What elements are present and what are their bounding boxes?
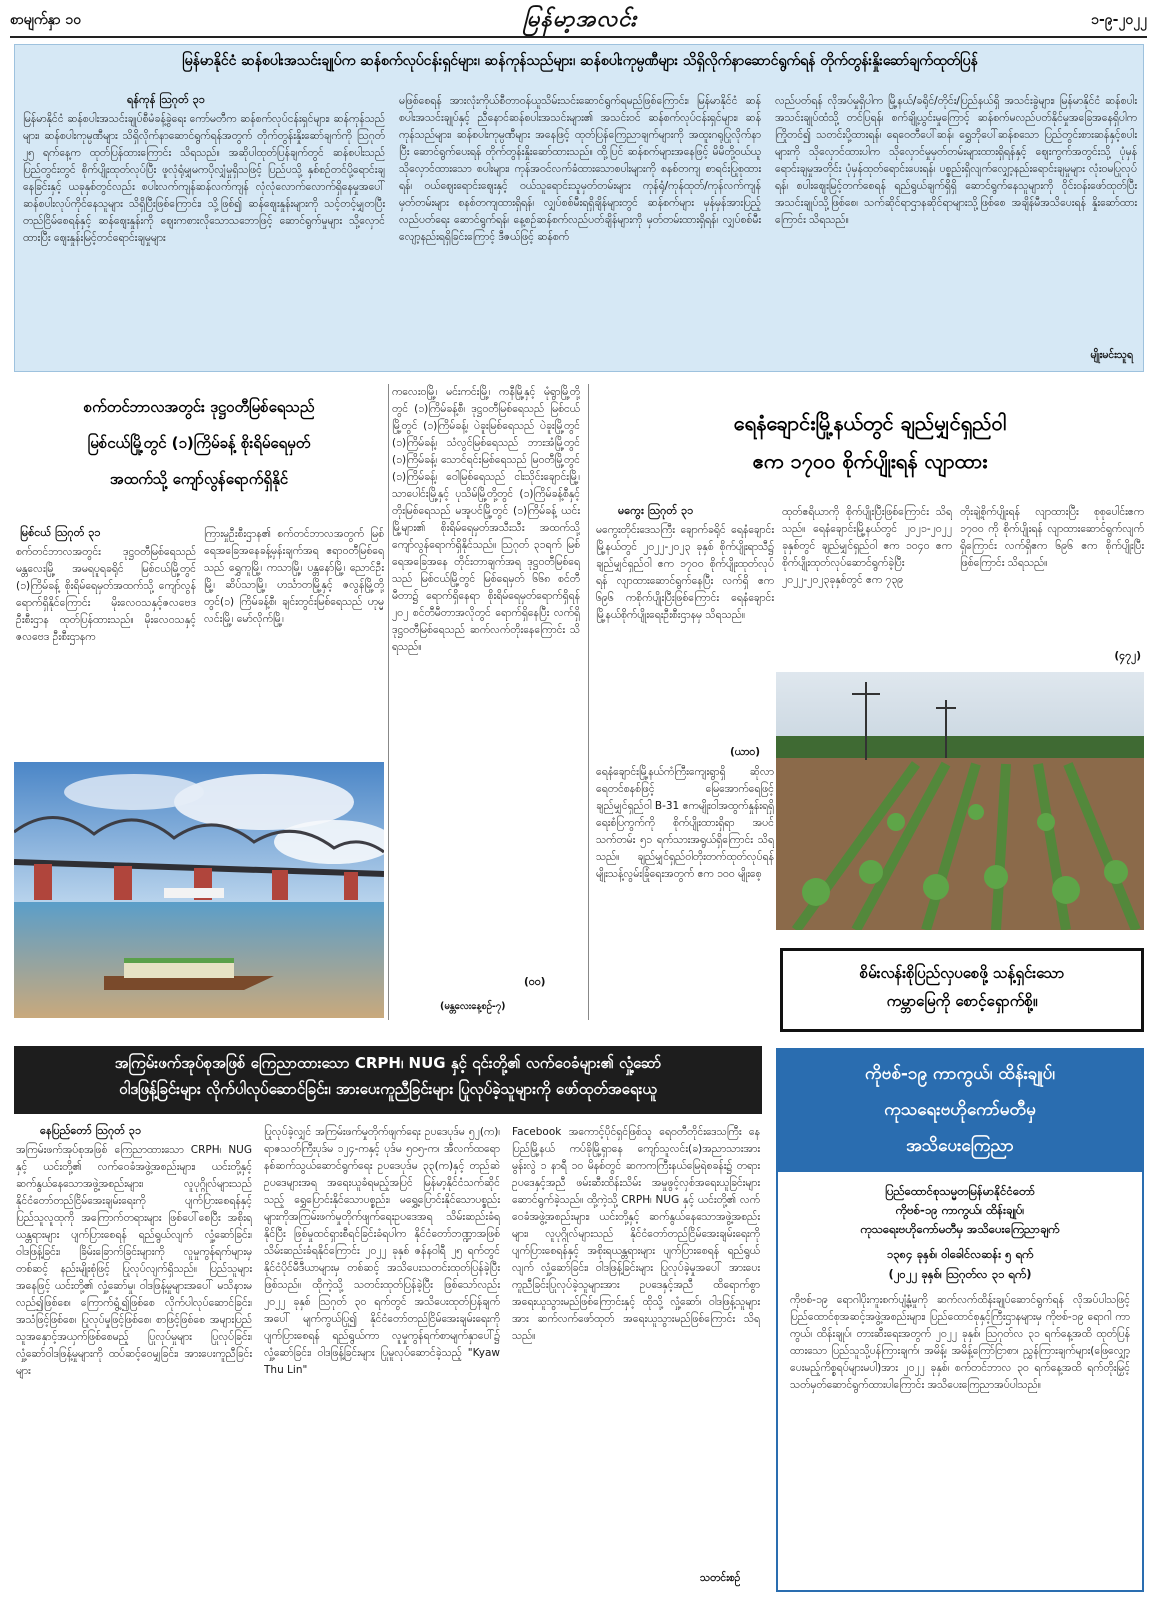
newspaper-logo: မြန်မာ့အလင်း <box>523 6 637 32</box>
environment-slogan-box <box>780 948 1144 1032</box>
page-label: စာမျက်နှာ ၁၀ <box>10 12 82 28</box>
covid-notice-box <box>776 1048 1144 1592</box>
covid-notice-sub <box>778 1172 1142 1284</box>
bottom-story-headline-1: အကြမ်းဖက်အုပ်စုအဖြစ် ကြေညာထားသော CRPH၊ NUG နှင့် ၎င်းတို့၏ လက်ဝေခံများ၏ လှုံ့ဆော် <box>114 1054 662 1072</box>
left-story-col1: စက်တင်ဘာလအတွင်း ဒုဋ္ဌဝတီမြစ်ရေသည် မန္တလေးမြို့ အမရပူရခရိုင် မြစ်ငယ်မြို့တွင် (၁)ကြိမ်ခန့် စိုးရိမ်ရေမှတ်အထက်သို့ ကျော်လွန်ရောက်ရှိနိုင်ကြောင်း မိုးလေဝသနှင့်ဇလဗေဒဦးစီးဌာန ထုတ်ပြန်ထားသည်။ မိုးလေဝသနှင့်ဇလဗေဒ ဦးစီးဌာနက <box>16 546 196 643</box>
bottom-story-dateline: နေပြည်တော် ဩဂုတ် ၃၁ <box>40 1124 142 1137</box>
right-story-col1: မကွေးတိုင်းဒေသကြီး ချောက်ခရိုင် ရေနံချောင်းမြို့နယ်တွင် ၂၀၂၂-၂၀၂၃ ခုနှစ် စိုက်ပျိုးရာသီ၌ ချည်မျှင်ရှည်ဝါ ဧက ၁၇၀၀ စိုက်ပျိုးထုတ်လုပ်ရန် လျာထားဆောင်ရွက်နေပြီး လက်ရှိ ဧက ၆၉၆ ကစိုက်ပျိုးပြီးဖြစ်ကြောင်း ရေနံချောင်းမြို့နယ်စိုက်ပျိုးရေးဦးစီးဌာနမှ သိရသည်။ <box>596 524 774 621</box>
bottom-story-col2: ပြုလုပ်ခဲ့လျှင် အကြမ်းဖက်မှုတိုက်ဖျက်ရေး ဥပဒေပုဒ်မ ၅၂(က)၊ ရာဇသတ်ကြီးပုဒ်မ ၁၂၄-ကနှင့် ပုဒ်မ ၅၀၅-က၊ အီလက်ထရောနစ်ဆက်သွယ်ဆောင်ရွက်ရေး ဥပဒေပုဒ်မ ၃၃(က)နှင့် တည်ဆဲဥပဒေများအရ အရေးယူခံရမည့်အပြင် မြန်မာ့နိုင်ငံသက်ဆိုင်သည့် ရွှေပြောင်းနိုင်သောပစ္စည်း၊ မရွှေ့ပြောင်းနိုင်သောပစ္စည်းများကိုအကြမ်းဖက်မှုတိုက်ဖျက်ရေးဥပဒေအရ သိမ်းဆည်းခံရနိုင်ပြီး ဖြစ်မှုထင်ရှားစီရင်ခြင်းခံရပါက နိုင်ငံတော်ဘဏ္ဍာအဖြစ် သိမ်းဆည်းခံရနိုင်ကြောင်း ၂၀၂၂ ခုနှစ် ဇန်နဝါရီ ၂၅ ရက်တွင် နိုင်ငံပိုင်မီဒီယာများမှ တစ်ဆင့် အသိပေးသတင်းထုတ်ပြန်ခဲ့ပြီးဖြစ်သည်။ ထိုကဲ့သို့ သတင်းထုတ်ပြန်ခဲ့ပြီး ဖြစ်သော်လည်း ၂၀၂၂ ခုနှစ် ဩဂုတ် ၃၀ ရက်တွင် အသိပေးထုတ်ပြန်ချက်အပေါ် မျက်ကွယ်ပြု၍ နိုင်ငံတော်တည်ငြိမ်အေးချမ်းရေးကို ပျက်ပြားစေရန် ရည်ရွယ်ကာ လူမှုကွန်ရက်စာမျက်နှာပေါ်၌ လှုံ့ဆော်ခြင်း၊ ဝါဒဖြန့်ခြင်းများ ပြုမူလုပ်ဆောင်ခဲ့သည့် "Kyaw Thu Lin" <box>264 1126 500 1376</box>
top-story-col2: မဖြစ်စေရန် အားလုံးကိုယ်စီတာဝန်ယူသိမ်းသင်းဆောင်ရွက်ရမည်ဖြစ်ကြောင်း၊ မြန်မာနိုင်ငံ ဆန်စပါးအသင်းချုပ်နှင့် ညီနောင်ဆန်စပါးအသင်းများ၏ အသင်းဝင် ဆန်စက်လုပ်ငန်းရှင်များ၊ ဆန်ကုန်သည်များ၊ ဆန်စပါးကုမ္ပဏီများ အနေဖြင့် ထုတ်ပြန်ကြေညာချက်များကို အထူးဂရုပြုလိုက်နာပြီး ဆောင်ရွက်ပေးရန် တိုက်တွန်းနှိုးဆော်ထားသည်။ ထို့ပြင် ဆန်စက်များအနေဖြင့် မိမိတို့ဝယ်ယူသိုလှောင်ထားသော စပါးများ၊ ကုန်အဝင်လက်ခံထားသောစပါးများကို စနစ်တကျ စာရင်းပြုစုထားရန်၊ ဝယ်ဈေးရောင်းဈေးနှင့် ဝယ်သူရောင်းသူမှတ်တမ်းများ ကုန်ရုံ/ကုန်ထုတ်/ကုန်လက်ကျန်မှတ်တမ်းများ စနစ်တကျထားရှိရန်၊ လျှပ်စစ်မီးရရှိချိန်များတွင် ဆန်စက်များ မှန်မှန်အားပြည့်လည်ပတ်ရေး ဆောင်ရွက်ရန်၊ နေ့စဉ်ဆန်စက်လည်ပတ်ချိန်များကို မှတ်တမ်းထားရှိရန်၊ လျှပ်စစ်မီးလျော့နည်းရရှိခြင်းကြောင့် ဒီဇယ်ဖြင့် ဆန်စက် <box>399 95 761 243</box>
bottom-story-banner <box>14 1046 762 1114</box>
right-story-col1b: ရေနံချောင်းမြို့နယ်ကံကြီးကျေးရွာရှိ ဆိုလာရေတင်စနစ်ဖြင့် မြေအောက်ရေဖြင့် ချည်မျှင်ရှည်ဝါ B-31 ဧကမျိုးဝါအထွက်နှုန်းရရှိရေးစံပြကွက်ကို စိုက်ပျိုးထားရှိရာ အပင်သက်တမ်း ၅၁ ရက်သားအရွယ်ရှိကြောင်း သိရသည်။ ချည်မျှင်ရှည်ဝါတိုးတက်ထုတ်လုပ်ရန် မျိုးသန့်လွမ်းခြုံရေးအတွက် ဧက ၁၀၀ မျိုးစေ့ <box>596 766 774 880</box>
covid-sub-4: ၁၃၈၄ ခုနှစ်၊ ဝါခေါင်လဆန်း ၅ ရက် <box>886 1247 1034 1261</box>
top-story-headline: မြန်မာနိုင်ငံ ဆန်စပါးအသင်းချုပ်က ဆန်စက်လုပ်ငန်းရှင်များ၊ ဆန်ကုန်သည်များ၊ ဆန်စပါးကုမ္ပဏီများ သိရှိလိုက်နာဆောင်ရွက်ရန် တိုက်တွန်းနှိုးဆော်ချက်ထုတ်ပြန် <box>182 53 978 69</box>
covid-sub-2: ကိုဗစ်-၁၉ ကာကွယ်၊ ထိန်းချုပ်၊ <box>895 1203 1025 1217</box>
covid-notice-header <box>778 1050 1142 1172</box>
covid-title-3: အသိပေးကြေညာ <box>906 1136 1014 1156</box>
bottom-story-col3: Facebook အကောင့်ပိုင်ရှင်ဖြစ်သူ ရေဝတီတိုင်းဒေသကြီး နေပြည်မြို့နယ် ကပ်ခိုမြို့ရှာနေ ကျော်သူလင်း(ခ)အညာသားအား မွန်းလွဲ ၁ နာရီ ၁၀ မိနစ်တွင် ဆကကကြီးနယ်မြေရဲစခန်း၌ တရားဥပဒေနှင့်အညီ ဖမ်းဆီးထိန်းသိမ်း အမှုဖွင့်လှစ်အရေးယူခြင်းများ ဆောင်ရွက်ခဲ့သည်။ ထို့ကဲ့သို့ CRPH၊ NUG နှင့် ယင်းတို့၏ လက်ဝေခံအဖွဲ့အစည်းများ၊ ယင်းတို့နှင့် ဆက်နွယ်နေသောအဖွဲ့အစည်းများ၊ လူပုဂ္ဂိုလ်များသည် နိုင်ငံတော်တည်ငြိမ်အေးချမ်းရေးကို ပျက်ပြားစေရန်နှင့် အစိုးရယန္တရားများ ပျက်ပြားစေရန် ရည်ရွယ်လျက် လှုံ့ဆော်ခြင်း၊ ဝါဒဖြန့်ခြင်းများ ပြုလုပ်ခဲ့မှုအပေါ် အားပေးကူညီခြင်းပြုလုပ်ခဲ့သူများအား ဥပဒေနှင့်အညီ ထိရောက်စွာ အရေးယူသွားမည်ဖြစ်ကြောင်းနှင့် ထိုသို့ လှုံ့ဆော်၊ ဝါဒဖြန့်သူများအား ဆက်လက်ဖော်ထုတ် အရေးယူသွားမည်ဖြစ်ကြောင်း သိရသည်။ <box>512 1126 760 1342</box>
slogan-line-2: ကမ္ဘာမြေကို စောင့်ရှောက်စို့။ <box>886 992 1038 1010</box>
covid-title-2: ကုသရေးဗဟိုကော်မတီမှ <box>884 1100 1036 1120</box>
right-story-headline-1: ရေနံချောင်းမြို့နယ်တွင် ချည်မျှင်ရှည်ဝါ <box>733 411 1007 435</box>
column-divider-2 <box>588 384 589 1020</box>
right-story-credit-mid: (ယာဝ) <box>730 746 761 758</box>
top-story-col3: လည်ပတ်ရန် လိုအပ်မှုရှိပါက မြို့နယ်/ခရိုင်/တိုင်း/ပြည်နယ်ရှိ အသင်းခွဲများ၊ မြန်မာနိုင်ငံ ဆန်စပါးအသင်းချုပ်ထံသို့ တင်ပြရန်၊ စက်ချို့ယွင်းမှုကြောင့် ဆန်စက်မလည်ပတ်နိုင်မှုအခြေအနေရှိပါက ကြိုတင်၍ သတင်းပို့ထားရန်၊ ရေဝေတီပေါ်ဆန်၊ ရွှေဘိုပေါ်ဆန်စသော ပြည်တွင်းစားဆန်နှင့်စပါးများကို သိုလှောင်ထားပါက သိုလှောင်မှုမှတ်တမ်းများထားရှိရန်နှင့် ဈေးကွက်အတွင်းသို့ ပုံမှန်ရောင်းချမှုအတိုင်း ပုံမှန်ထုတ်ရောင်းပေးရန်၊ ပစ္စည်းရှိလျက်လျှော့နည်းရောင်းချမှုများ လုံးဝမပြုလုပ်ရန်၊ စပါးဈေးမြင့်တက်စေရန် ရည်ရွယ်ချက်ရှိရှိ ဆောင်ရွက်နေသူများကို ဝိုင်းဝန်းဖော်ထုတ်ပြီး အသင်းချုပ်သို့ဖြစ်စေ၊ သက်ဆိုင်ရာဌာနဆိုင်ရာများသို့ဖြစ်စေ အချိန်မီအသိပေးရန် နှိုးဆော်ထားကြောင်း သိရသည်။ <box>775 95 1137 226</box>
top-story-box <box>14 44 1144 372</box>
left-story-headline-1: စက်တင်ဘာလအတွင်း ဒုဋ္ဌဝတီမြစ်ရေသည် <box>83 398 315 416</box>
left-story-headline-3: အထက်သို့ ကျော်လွန်ရောက်ရှိနိုင် <box>109 470 289 488</box>
left-story-credit: (ဝဝ) <box>524 976 546 988</box>
bridge-illustration <box>14 762 384 1018</box>
page-date: ၁-၉-၂၀၂၂ <box>1091 12 1147 28</box>
covid-notice-body: ကိုဗစ်-၁၉ ရောဂါပိုးကူးစက်ပျံ့နှံ့မှုကို ဆက်လက်ထိန်းချုပ်ဆောင်ရွက်ရန် လိုအပ်ပါသဖြင့် ပြည်ထောင်စုအဆင့်အဖွဲ့အစည်းများ၊ ပြည်ထောင်စုနှင့်ကြီးဌာနများမှ ကိုဗစ်-၁၉ ရောဂါ ကာကွယ်၊ ထိန်းချုပ်၊ တားဆီးရေးအတွက် ၂၀၂၂ ခုနှစ်၊ ဩဂုတ်လ ၃၁ ရက်နေ့အထိ ထုတ်ပြန်ထားသော ပြည်သူသို့ပန်ကြားချက်၊ အမိန့်၊ အမိန့်ကြော်ငြာစာ၊ ညွှန်ကြားချက်များ(ဖြေလျှော့ပေးမည့်ကိစ္စရပ်များမပါ)အား ၂၀၂၂ ခုနှစ်၊ စက်တင်ဘာလ ၃၀ ရက်နေ့အထိ ရက်တိုးမြှင့်သတ်မှတ်ဆောင်ရွက်ထားပါကြောင်း အသိပေးကြေညာအပ်ပါသည်။ <box>790 1294 1130 1391</box>
right-story-dateline: မကွေး ဩဂုတ် ၃၁ <box>618 504 694 517</box>
covid-sub-5: (၂၀၂၂ ခုနှစ်၊ ဩဂုတ်လ ၃၁ ရက်) <box>888 1267 1032 1281</box>
top-story-col1: မြန်မာနိုင်ငံ ဆန်စပါးအသင်းချုပ်စီမံခန့်ခွဲရေး ကော်မတီက ဆန်စက်လုပ်ငန်းရှင်များ၊ ဆန်ကုန်သည်များ၊ ဆန်စပါးကုမ္ပဏီများ သိရှိလိုက်နာဆောင်ရွက်ရန်အတွက် တိုက်တွန်းနှိုးဆော်ချက်ကို ဩဂုတ် ၂၅ ရက်နေ့က ထုတ်ပြန်ထားကြောင်း သိရသည်။ အဆိုပါထုတ်ပြန်ချက်တွင် ဆန်စပါးသည် ပြည်တွင်းတွင် စိုက်ပျိုးထုတ်လုပ်ပြီး ဖူလုံရုံမျှမကပိုလျှံမှုရှိသဖြင့် ပြည်ပသို့ နှစ်စဉ်တင်ပို့ရောင်းချနေခြင်းနှင့် ယခုနှစ်တွင်လည်း စပါးလက်ကျန်ဆန်လက်ကျန် လုံလုံလောက်လောက်ရှိနေမှုအပေါ် ဆန်စပါးလုပ်ကိုင်နေသူများ သိရှိပြီးဖြစ်ကြောင်း၊ သို့ဖြစ်၍ ဆန်ဈေးနှုန်းများကို သင့်တင့်မျှတပြီး တည်ငြိမ်စေရန်နှင့် ဆန်ဈေးနှုန်းကို ဈေးကစားလိုသောသဘောဖြင့် ဆောင်ရွက်မှုများ သို့လှောင်ထားပြီး ဈေးနှုန်းမြင့်တင်ရောင်းချမှုများ <box>23 113 385 244</box>
masthead <box>10 4 1147 34</box>
slogan-line-1: စိမ်းလန်းစိုပြည်လှပစေဖို့ သန့်ရှင်းသော <box>859 964 1065 982</box>
top-story-dateline: ရန်ကုန် ဩဂုတ် ၃၁ <box>127 93 205 106</box>
column-divider-1 <box>388 384 389 1020</box>
cotton-field-photo <box>776 672 1144 930</box>
left-story-headline-2: မြစ်ငယ်မြို့တွင် (၁)ကြိမ်ခန့် စိုးရိမ်ရေမှတ် <box>87 434 311 452</box>
masthead-rule <box>10 36 1147 38</box>
bottom-story-credit: သတင်းစဉ် <box>700 1572 741 1584</box>
right-story-col2: ထုတ်ဧရိယာကို စိုက်ပျိုးပြီးဖြစ်ကြောင်း သိရသည်။ ရေနံချောင်းမြို့နယ်တွင် ၂၀၂၁-၂၀၂၂ ခုနှစ်တွင် ချည်မျှင်ရှည်ဝါ ဧက ၁၀၄၀ ဧက စိုက်ပျိုးထုတ်လုပ်ဆောင်ရွက်ခဲ့ပြီး ၂၀၂၂-၂၀၂၃ခုနှစ်တွင် ဧက ၇၃၉ <box>782 506 952 586</box>
left-story-credit-2: (မန္တလေးနေ့စဉ်-၇) <box>440 1001 506 1012</box>
right-story-headline-2: ဧက ၁၇၀၀ စိုက်ပျိုးရန် လျာထား <box>752 449 988 473</box>
cotton-field-illustration <box>776 672 1144 930</box>
top-story-credit: မျိုးမင်းသူရ <box>1090 349 1133 361</box>
covid-title-1: ကိုဗစ်-၁၉ ကာကွယ်၊ ထိန်းချုပ်၊ <box>864 1064 1055 1084</box>
bottom-story-col1: အကြမ်းဖက်အုပ်စုအဖြစ် ကြေညာထားသော CRPH၊ NUG နှင့် ယင်းတို့၏ လက်ဝေခံအဖွဲ့အစည်းများ၊ ယင်းတို့နှင့် ဆက်နွယ်နေသောအဖွဲ့အစည်းများ၊ လူပုဂ္ဂိုလ်များသည် နိုင်ငံတော်တည်ငြိမ်အေးချမ်းရေးကို ပျက်ပြားစေရန်နှင့် ပြည်သူလူထုကို အကြောက်တရားများ ဖြစ်ပေါ်စေပြီး အစိုးရယန္တရားများ ပျက်ပြားစေရန် ရည်ရွယ်လျက် လှုံ့ဆော်ခြင်း၊ ဝါဒဖြန့်ခြင်း၊ ခြိမ်းခြောက်ခြင်းများကို လူမှုကွန်ရက်များမှတစ်ဆင့် နည်းမျိုးစုံဖြင့် ပြုလုပ်လျက်ရှိသည်။ ပြည်သူများအနေဖြင့် ယင်းတို့၏ လှုံ့ဆော်မှု၊ ဝါဒဖြန့်မှုများအပေါ် မသိနားမလည်၍ဖြစ်စေ၊ ကြောက်ရွံ့၍ဖြစ်စေ လိုက်ပါလုပ်ဆောင်ခြင်း၊ အသံဖြင့်ဖြစ်စေ၊ ပြုလုပ်မှုဖြင့်ဖြစ်စေ၊ စာဖြင့်ဖြစ်စေ အများပြည်သူအနှောင့်အယှက်ဖြစ်စေမည့် ပြုလုပ်မှုများ ပြုလုပ်ခြင်း၊ လှုံ့ဆော်ဝါဒဖြန့်မှုများကို ထပ်ဆင့်ဝေမျှခြင်း၊ အားပေးကူညီခြင်းများ <box>16 1144 252 1377</box>
bridge-photo <box>14 762 384 1018</box>
covid-sub-1: ပြည်ထောင်စုသမ္မတမြန်မာနိုင်ငံတော် <box>884 1184 1036 1198</box>
bottom-story-headline-2: ဝါဒဖြန့်ခြင်းများ လိုက်ပါလုပ်ဆောင်ခြင်း၊ အားပေးကူညီခြင်းများ ပြုလုပ်ခဲ့သူများကို ဖော်ထုတ်အရေးယူ <box>119 1080 657 1098</box>
left-story-col2: ကြားမှုဦးစီးဌာန၏ စက်တင်ဘာလအတွက် မြစ်ရေအခြေအနေခန့်မှန်းချက်အရ ဧရာဝတီမြစ်ရေသည် ရွှေကူမြို့၊ ကသာမြို့၊ ပန္တနော်မြို့၊ ညောင်ဦးမြို့၊ ဆိပ်သာမြို့၊ ဟင်္သာတမြို့နှင့် ဇလွန်မြို့တို့တွင်(၁) ကြိမ်ခန့်စီ၊ ချင်းတွင်းမြစ်ရေသည် ဟုမ္မလင်းမြို့၊ မော်လိုက်မြို့၊ <box>204 528 384 625</box>
right-story-credit: (၄၇၂) <box>1114 650 1141 662</box>
right-story-col3: တိုးချဲ့စိုက်ပျိုးရန် လျာထားပြီး စုစုပေါင်းဧက ၁၇၀၀ ကို စိုက်ပျိုးရန် လျာထားဆောင်ရွက်လျက်ရှိကြောင်း လက်ရှိဧက ၆၉၆ ဧက စိုက်ပျိုးပြီးဖြစ်ကြောင်း သိရသည်။ <box>960 506 1144 569</box>
left-story-dateline: မြစ်ငယ် ဩဂုတ် ၃၁ <box>20 526 101 539</box>
covid-sub-3: ကုသရေးဗဟိုကော်မတီမှ အသိပေးကြေညာချက် <box>860 1222 1060 1236</box>
left-story-col3: ကလေးဝမြို့၊ မင်းကင်းမြို့၊ ကနီမြို့နှင့် မုံရွာမြို့တို့တွင် (၁)ကြိမ်ခန့်စီ၊ ဒုဋ္ဌဝတီမြစ်ရေသည် မြစ်ငယ်မြို့တွင် (၁)ကြိမ်ခန့်၊ ပဲခူးမြစ်ရေသည် ပဲခူးမြို့တွင် (၁)ကြိမ်ခန့်၊ သံလွင်မြစ်ရေသည် ဘားအံမြို့တွင် (၁)ကြိမ်ခန့်၊ သောင်ရင်းမြစ်ရေသည် မြဝတီမြို့တွင် (၁)ကြိမ်ခန့်၊ ဝေါမြစ်ရေသည် ငါးသိုင်းချောင်းမြို့၊ သာပေါင်းမြို့နှင့် ပုသိမ်မြို့တို့တွင် (၁)ကြိမ်ခန့်စီနှင့် တိုးမြစ်ရေသည် မအူပင်မြို့တွင် (၁)ကြိမ်ခန့် ယင်းမြို့များ၏ စိုးရိမ်ရေမှတ်အသီးသီး အထက်သို့ ကျော်လွန်ရောက်ရှိနိုင်သည်။ ဩဂုတ် ၃၁ရက် မြစ်ရေအခြေအနေ တိုင်းတာချက်အရ ဒုဋ္ဌဝတီမြစ်ရေသည် မြစ်ငယ်မြို့တွင် မြစ်ရေမှတ် ၆၆၈ စင်တီမီတာ၌ ရောက်ရှိနေရာ စိုးရိမ်ရေမှတ်ရောက်ရှိရန် ၂၀၂ စင်တီမီတာအလိုတွင် ရောက်ရှိနေပြီး လက်ရှိ ဒုဋ္ဌဝတီမြစ်ရေသည် ဆက်လက်တိုးနေကြောင်း သိရသည်။ <box>392 386 580 653</box>
